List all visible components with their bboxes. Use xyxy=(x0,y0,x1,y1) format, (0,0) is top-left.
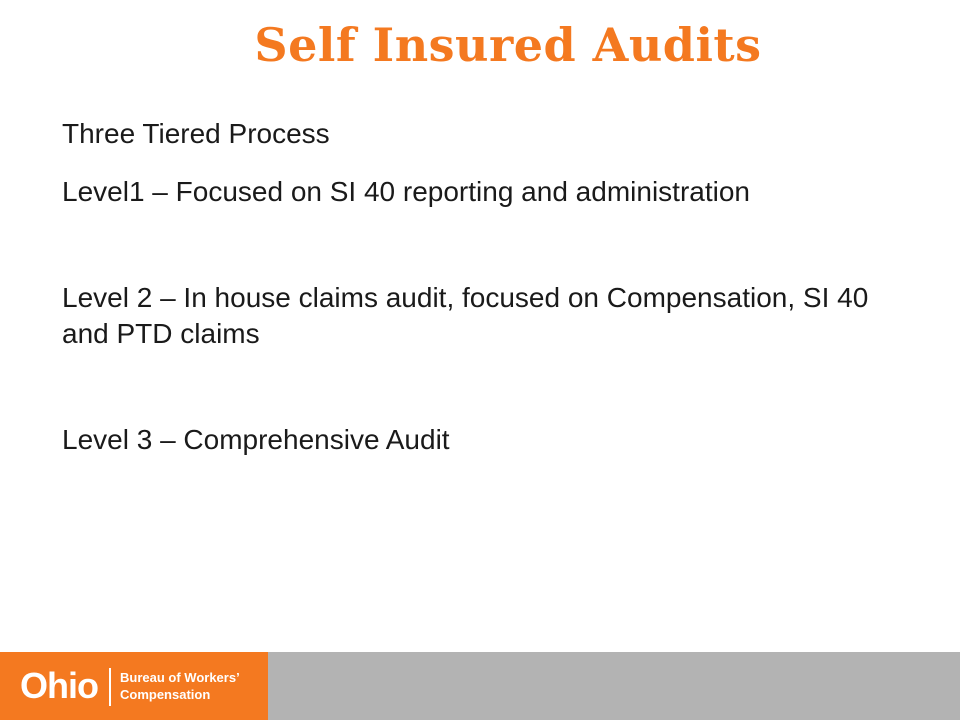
footer-bar xyxy=(0,652,960,720)
bullet-item: Level1 – Focused on SI 40 reporting and administration xyxy=(62,176,750,207)
bullet-list xyxy=(62,116,922,458)
logo-divider xyxy=(109,668,111,706)
agency-name xyxy=(120,669,240,703)
bullet-item: Level 3 – Comprehensive Audit xyxy=(62,424,450,455)
bullet-item: Three Tiered Process xyxy=(62,118,330,149)
slide-title: Self Insured Audits xyxy=(254,18,762,72)
agency-name-line1: Bureau of Workers’ xyxy=(120,670,240,685)
ohio-logo-word: Ohio xyxy=(20,665,98,706)
bwc-logo xyxy=(0,652,268,720)
agency-name-line2: Compensation xyxy=(120,687,211,702)
bullet-item: Level 2 – In house claims audit, focused on Compensation, SI 40 and PTD claims xyxy=(62,282,869,349)
